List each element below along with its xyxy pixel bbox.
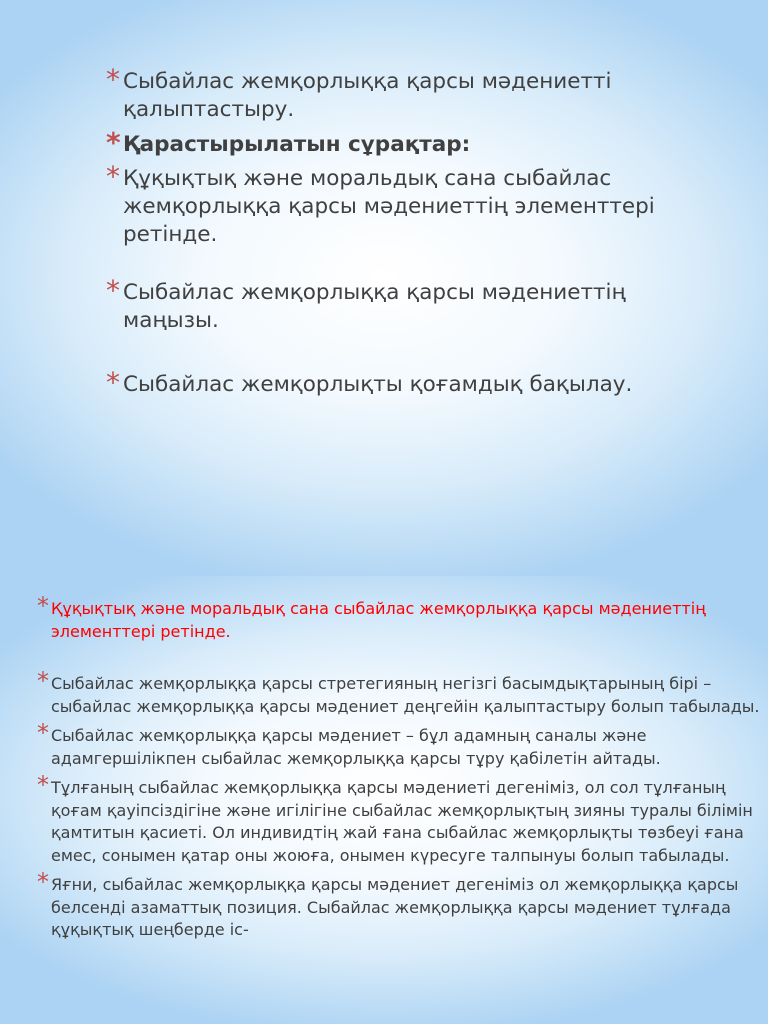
slide-1-bullet-1 bbox=[106, 63, 723, 124]
asterisk-bullet-icon: * bbox=[37, 868, 49, 896]
asterisk-bullet-icon: * bbox=[106, 366, 120, 399]
asterisk-bullet-icon: * bbox=[37, 667, 49, 695]
slide-1-bullet-list bbox=[106, 63, 723, 399]
asterisk-bullet-icon: * bbox=[37, 592, 49, 620]
bullet-text: Құқықтық және моральдық сана сыбайлас жемқорлыққа қарсы мәдениеттің элементтері ретінде. bbox=[51, 599, 706, 641]
asterisk-bullet-icon: * bbox=[37, 771, 49, 799]
bullet-text: Құқықтық және моральдық сана сыбайлас жемқорлыққа қарсы мәдениеттің элементтері ретінде. bbox=[123, 166, 655, 247]
asterisk-bullet-icon: * bbox=[106, 126, 121, 159]
slide-1-bullet-2-heading bbox=[106, 126, 723, 159]
slide-2-bullet-4 bbox=[37, 771, 763, 867]
slide-2-bullet-list bbox=[37, 592, 763, 942]
asterisk-bullet-icon: * bbox=[106, 63, 120, 96]
slide-1-bullet-4 bbox=[106, 274, 723, 335]
asterisk-bullet-icon: * bbox=[106, 160, 120, 193]
slide-2-bullet-2 bbox=[37, 667, 763, 718]
bullet-text: Сыбайлас жемқорлыққа қарсы мәдениетті қалыптастыру. bbox=[123, 69, 612, 122]
asterisk-bullet-icon: * bbox=[37, 719, 49, 747]
slide-1-bullet-5 bbox=[106, 366, 723, 399]
bullet-text: Яғни, сыбайлас жемқорлыққа қарсы мәдениет дегеніміз ол жемқорлыққа қарсы белсенді азаматтық позиция. Сыбайлас жемқорлыққа қарсы мәдениет тұлғада құқықтық шеңберде іс- bbox=[51, 875, 739, 939]
slide-2-bullet-1 bbox=[37, 592, 763, 643]
bullet-text: Сыбайлас жемқорлыққа қарсы стретегияның негізгі басымдықтарының бірі – сыбайлас жемқорлыққа қарсы мәдениет деңгейін қалыптастыру болып табылады. bbox=[51, 674, 760, 716]
slide-2-bullet-5 bbox=[37, 868, 763, 942]
bullet-text: Сыбайлас жемқорлықты қоғамдық бақылау. bbox=[123, 372, 633, 397]
bullet-text: Сыбайлас жемқорлыққа қарсы мәдениет – бұл адамның саналы және адамгершілікпен сыбайлас жемқорлыққа қарсы тұру қабілетін айтады. bbox=[51, 726, 661, 768]
bullet-text: Тұлғаның сыбайлас жемқорлыққа қарсы мәдениеті дегеніміз, ол сол тұлғаның қоғам қауіпсіздігіне және игілігіне сыбайлас жемқорлықтың зияны туралы білімін қамтитын қасиеті. Ол индивидтің жай ғана сыбайлас жемқорлықты төзбеуі ғана емес, сонымен қатар оны жоюға, онымен күресуге талпынуы болып табылады. bbox=[51, 778, 753, 865]
slide-1-bullet-3 bbox=[106, 160, 723, 249]
asterisk-bullet-icon: * bbox=[106, 274, 120, 307]
bullet-text: Қарастырылатын сұрақтар: bbox=[123, 132, 471, 157]
bullet-text: Сыбайлас жемқорлыққа қарсы мәдениеттің маңызы. bbox=[123, 280, 626, 333]
slide-2-bullet-3 bbox=[37, 719, 763, 770]
